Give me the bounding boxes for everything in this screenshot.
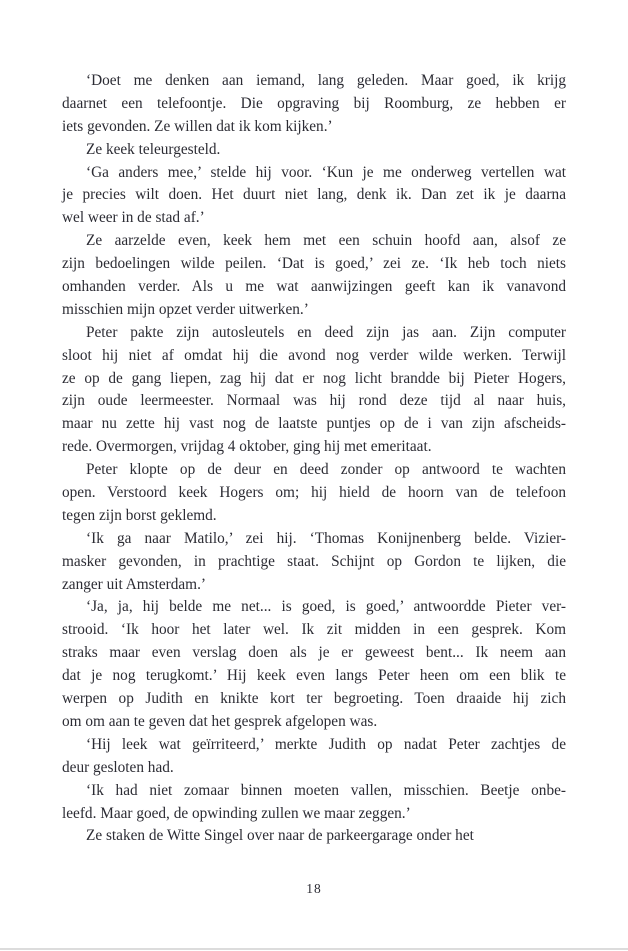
text-line: ‘Ja, ja, hij belde me net... is goed, is goed,’ antwoordde Pieter ver- <box>86 598 566 616</box>
text-line: sloot hij niet af omdat hij die avond nog verder wilde werken. Terwijl <box>62 346 566 364</box>
text-line: leefd. Maar goed, de opwinding zullen we maar zeggen.’ <box>62 804 411 822</box>
text-line: ‘Hij leek wat geïrriteerd,’ merkte Judith op nadat Peter zachtjes de <box>86 735 566 753</box>
text-line: dat je nog terugkomt.’ Hij keek even langs Peter heen om een blik te <box>62 667 566 685</box>
paragraph <box>62 139 566 162</box>
text-line: iets gevonden. Ze willen dat ik kom kijken.’ <box>62 117 333 135</box>
paragraph <box>62 322 566 459</box>
text-line: ‘Ik had niet zomaar binnen moeten vallen, misschien. Beetje onbe- <box>86 781 566 799</box>
text-line: omhanden verder. Als u me wat aanwijzingen geeft kan ik vanavond <box>62 278 566 296</box>
paragraph <box>62 528 566 597</box>
text-line: zijn oude leermeester. Normaal was hij rond deze tijd al naar huis, <box>62 392 566 410</box>
text-line: ‘Doet me denken aan iemand, lang geleden. Maar goed, ik krijg <box>86 72 566 89</box>
text-line: masker gevonden, in prachtige staat. Schijnt op Gordon te lijken, die <box>62 552 566 570</box>
paragraph <box>62 162 566 231</box>
paragraph <box>62 459 566 528</box>
text-line: Peter pakte zijn autosleutels en deed zijn jas aan. Zijn computer <box>86 323 566 341</box>
text-line: zijn bedoelingen wilde peilen. ‘Dat is goed,’ zei ze. ‘Ik heb toch niets <box>62 255 566 273</box>
text-line: ‘Ga anders mee,’ stelde hij voor. ‘Kun je me onderweg vertellen wat <box>86 163 566 181</box>
text-block <box>62 70 566 848</box>
paragraph <box>62 230 566 322</box>
text-line: rede. Overmorgen, vrijdag 4 oktober, ging hij met emeritaat. <box>62 438 432 456</box>
text-line: om om aan te geven dat het gesprek afgelopen was. <box>62 712 378 730</box>
text-line: Ze keek teleurgesteld. <box>86 140 221 158</box>
text-line: Ze staken de Witte Singel over naar de parkeergarage onder het <box>86 827 474 845</box>
text-line: daarnet een telefoontje. Die opgraving bij Roomburg, ze hebben er <box>62 94 566 112</box>
paragraph <box>62 70 566 139</box>
text-line: misschien mijn opzet verder uitwerken.’ <box>62 300 309 318</box>
text-line: werpen op Judith en knikte kort ter begroeting. Toen draaide hij zich <box>62 690 566 708</box>
text-line: Ze aarzelde even, keek hem met een schuin hoofd aan, alsof ze <box>86 232 566 250</box>
text-line: straks maar even verslag doen als je er geweest bent... Ik neem aan <box>62 644 566 662</box>
text-line: open. Verstoord keek Hogers om; hij hield de hoorn van de telefoon <box>62 484 566 502</box>
text-line: zanger uit Amsterdam.’ <box>62 575 206 593</box>
paragraph <box>62 596 566 733</box>
page-bottom-edge <box>0 948 628 950</box>
text-line: maar nu zette hij vast nog de laatste puntjes op de i van zijn afscheids- <box>62 415 566 433</box>
text-line: Peter klopte op de deur en deed zonder op antwoord te wachten <box>86 461 566 479</box>
text-line: wel weer in de stad af.’ <box>62 209 205 227</box>
text-line: strooid. ‘Ik hoor het later wel. Ik zit midden in een gesprek. Kom <box>62 621 566 639</box>
paragraph <box>62 825 566 848</box>
paragraph <box>62 734 566 780</box>
paragraph <box>62 780 566 826</box>
text-line: ze op de gang liepen, zag hij dat er nog licht brandde bij Pieter Hogers, <box>62 369 566 387</box>
page-number: 18 <box>306 881 322 896</box>
text-line: deur gesloten had. <box>62 758 174 776</box>
text-line: je precies wilt doen. Het duurt niet lang, denk ik. Dan zet ik je daarna <box>62 186 566 204</box>
text-line: tegen zijn borst geklemd. <box>62 506 217 524</box>
text-line: ‘Ik ga naar Matilo,’ zei hij. ‘Thomas Konijnenberg belde. Vizier- <box>86 529 566 547</box>
